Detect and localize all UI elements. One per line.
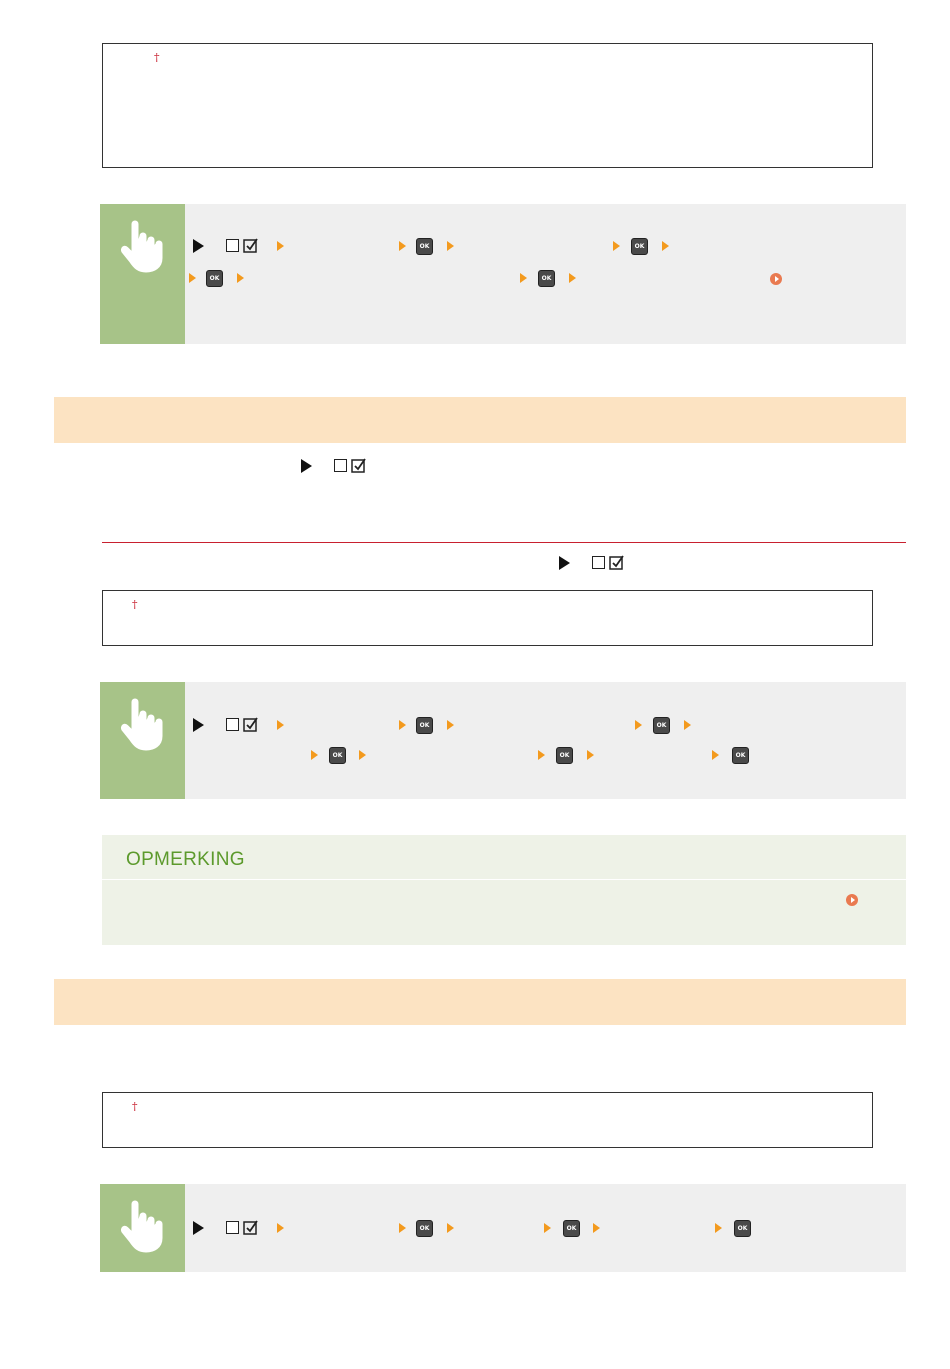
square-icon <box>226 718 239 731</box>
checkmark-icon <box>243 1220 258 1235</box>
ok-key-icon: OK <box>732 747 749 764</box>
ok-key-icon: OK <box>538 270 555 287</box>
ok-key-icon: OK <box>734 1220 751 1237</box>
play-icon <box>193 1221 204 1235</box>
hand-panel <box>100 204 185 344</box>
hand-panel <box>100 1184 185 1272</box>
orange-arrow-icon <box>587 750 594 760</box>
orange-arrow-icon <box>613 241 620 251</box>
orange-arrow-icon <box>569 273 576 283</box>
orange-arrow-icon <box>447 241 454 251</box>
settings-box-3 <box>102 1092 873 1148</box>
note-title: OPMERKING <box>126 849 245 870</box>
square-icon <box>592 556 605 569</box>
orange-arrow-icon <box>277 241 284 251</box>
orange-arrow-icon <box>399 1223 406 1233</box>
checkmark-icon <box>243 717 258 732</box>
orange-arrow-icon <box>593 1223 600 1233</box>
subsection-rule <box>102 542 906 543</box>
orange-arrow-icon <box>715 1223 722 1233</box>
pointing-hand-icon <box>118 1198 166 1254</box>
hand-panel <box>100 682 185 799</box>
settings-box-2 <box>102 590 873 646</box>
orange-arrow-icon <box>635 720 642 730</box>
play-icon <box>193 239 204 253</box>
orange-arrow-icon <box>544 1223 551 1233</box>
note-header <box>102 835 906 880</box>
settings-box-1 <box>102 43 873 168</box>
ok-key-icon: OK <box>416 717 433 734</box>
ok-key-icon: OK <box>416 1220 433 1237</box>
checkmark-icon <box>609 555 624 570</box>
orange-arrow-icon <box>662 241 669 251</box>
orange-arrow-icon <box>538 750 545 760</box>
note-box <box>102 835 906 945</box>
orange-arrow-icon <box>712 750 719 760</box>
dagger-marker: † <box>132 598 138 611</box>
link-arrow-icon[interactable] <box>846 894 858 906</box>
pointing-hand-icon <box>118 218 166 274</box>
ok-key-icon: OK <box>631 238 648 255</box>
checkmark-icon <box>351 458 366 473</box>
orange-arrow-icon <box>277 720 284 730</box>
ok-key-icon: OK <box>206 270 223 287</box>
play-icon <box>193 718 204 732</box>
square-icon <box>334 459 347 472</box>
orange-arrow-icon <box>447 1223 454 1233</box>
square-icon <box>226 1221 239 1234</box>
dagger-marker: † <box>154 51 160 64</box>
ok-key-icon: OK <box>416 238 433 255</box>
checkmark-icon <box>243 238 258 253</box>
ok-key-icon: OK <box>653 717 670 734</box>
square-icon <box>226 239 239 252</box>
play-icon <box>559 556 570 570</box>
orange-arrow-icon <box>237 273 244 283</box>
orange-arrow-icon <box>520 273 527 283</box>
orange-arrow-icon <box>399 241 406 251</box>
operation-panel-2 <box>100 682 906 799</box>
dagger-marker: † <box>132 1100 138 1113</box>
orange-arrow-icon <box>447 720 454 730</box>
orange-arrow-icon <box>399 720 406 730</box>
orange-arrow-icon <box>189 273 196 283</box>
orange-arrow-icon <box>684 720 691 730</box>
section-heading-bar-1 <box>54 397 906 443</box>
ok-key-icon: OK <box>563 1220 580 1237</box>
operation-panel-3 <box>100 1184 906 1272</box>
section-heading-bar-2 <box>54 979 906 1025</box>
operation-panel-1 <box>100 204 906 344</box>
orange-arrow-icon <box>359 750 366 760</box>
play-icon <box>301 459 312 473</box>
orange-arrow-icon <box>311 750 318 760</box>
pointing-hand-icon <box>118 696 166 752</box>
ok-key-icon: OK <box>556 747 573 764</box>
ok-key-icon: OK <box>329 747 346 764</box>
link-arrow-icon[interactable] <box>770 273 782 285</box>
orange-arrow-icon <box>277 1223 284 1233</box>
